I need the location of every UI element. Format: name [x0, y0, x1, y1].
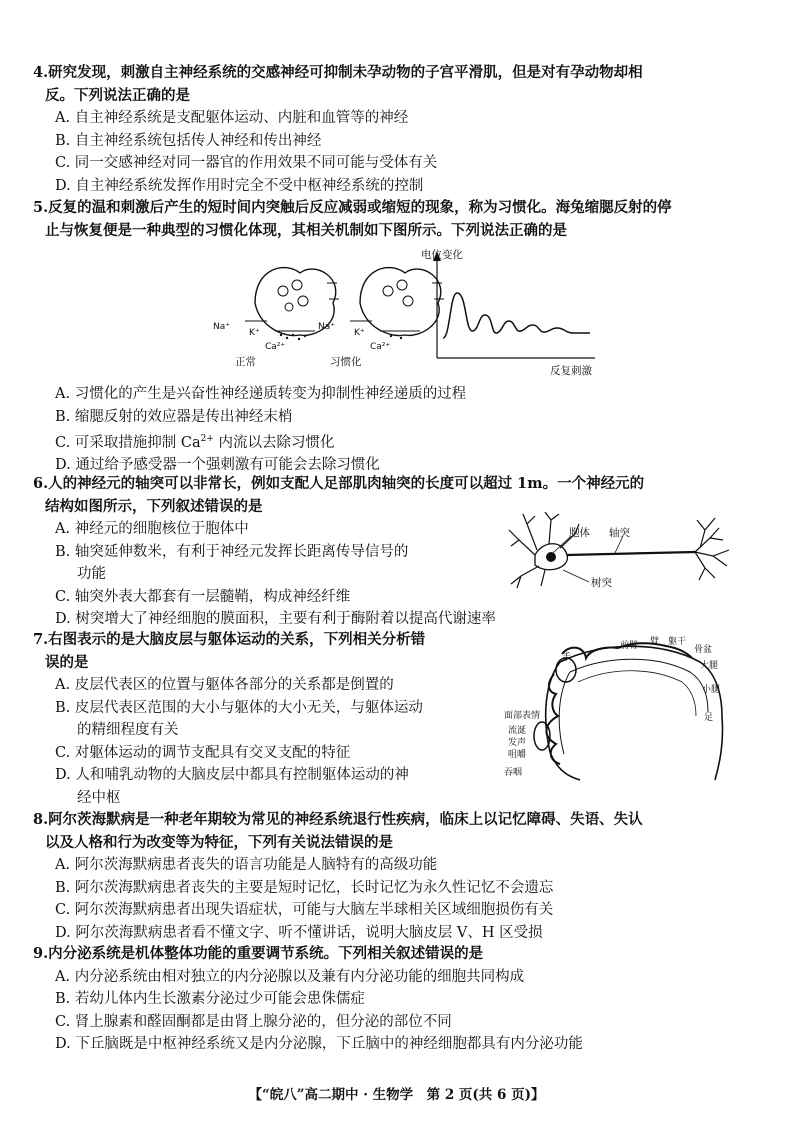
- q9-stem-line1: 9.内分泌系统是机体整体功能的重要调节系统。下列相关叙述错误的是: [33, 945, 484, 962]
- q4-stem-line2: 反。下列说法正确的是: [45, 86, 190, 104]
- q4-option-c: C. 同一交感神经对同一器官的作用效果不同可能与受体有关: [55, 155, 438, 171]
- label-normal: 正常: [235, 356, 256, 368]
- q5-option-c: [33, 428, 763, 454]
- cortex-label-forearm: 前臂: [620, 641, 639, 651]
- graph-x-label: 反复刺激: [550, 365, 592, 377]
- q6-option-a: A. 神经元的细胞核位于胞体中: [55, 521, 249, 537]
- q7-option-d-line1: D. 人和哺乳动物的大脑皮层中都具有控制躯体运动的神: [55, 767, 409, 783]
- cortex-label-face: 面部表情: [504, 711, 541, 721]
- q8-option-b: B. 阿尔茨海默病患者丧失的主要是短时记忆，长时记忆为永久性记忆不会遗忘: [55, 879, 554, 896]
- cortex-label-hand: 手: [562, 653, 572, 663]
- q9-option-a: A. 内分泌系统由相对独立的内分泌腺以及兼有内分泌功能的细胞共同构成: [55, 968, 525, 985]
- q6-option-b-line1: B. 轴突延伸数米，有利于神经元发挥长距离传导信号的: [55, 543, 409, 560]
- synapse-figure: [205, 243, 605, 378]
- question-8: [33, 809, 778, 944]
- question-9: [33, 943, 778, 1056]
- graph-y-label: 电位变化: [421, 249, 463, 261]
- q9-option-d: D. 下丘脑既是中枢神经系统又是内分泌腺，下丘脑中的神经细胞都具有内分泌功能: [55, 1036, 583, 1052]
- q7-option-d-line2: 经中枢: [77, 789, 121, 806]
- question-5-stem: [33, 197, 778, 242]
- question-7: [33, 629, 513, 809]
- q7-stem-line2: 误的是: [45, 653, 89, 671]
- q7-option-c: C. 对躯体运动的调节支配具有交叉支配的特征: [55, 744, 351, 761]
- q5-option-b: B. 缩腮反射的效应器是传出神经末梢: [55, 408, 293, 425]
- q7-option-b-line2: 的精细程度有关: [77, 722, 179, 738]
- question-5-options: [33, 383, 763, 477]
- q8-stem-line2: 以及人格和行为改变等为特征，下列有关说法错误的是: [45, 833, 393, 851]
- q7-stem-line1: 7.右图表示的是大脑皮层与躯体运动的关系，下列相关分析错: [33, 631, 426, 648]
- q5-option-d: D. 通过给予感受器一个强刺激有可能会去除习惯化: [55, 457, 380, 474]
- cortex-label-thigh: 大腿: [700, 661, 719, 671]
- cortex-label-vocalization: 发声: [508, 738, 527, 748]
- q8-option-c: C. 阿尔茨海默病患者出现失语症状，可能与大脑左半球相关区域细胞损伤有关: [55, 902, 554, 918]
- ca-ion-label: Ca²⁺: [265, 342, 286, 352]
- potential-graph: [421, 248, 595, 377]
- ca-ion-label-2: Ca²⁺: [370, 342, 391, 352]
- na-ion-label: Na⁺: [213, 322, 230, 332]
- motor-cortex-figure: [500, 632, 740, 782]
- q8-option-d: D. 阿尔茨海默病患者看不懂文字、听不懂讲话，说明大脑皮层 V、H 区受损: [55, 924, 543, 941]
- q8-option-a: A. 阿尔茨海默病患者丧失的语言功能是人脑特有的高级功能: [55, 857, 438, 873]
- k-ion-label: K⁺: [249, 328, 260, 338]
- axon-label: 轴突: [609, 527, 630, 539]
- q5-option-c-pre: C. 可采取措施抑制 Ca: [55, 434, 201, 451]
- label-habituation: 习惯化: [330, 356, 362, 368]
- cell-body-label: 胞体: [569, 527, 590, 539]
- neuron-figure: [505, 510, 745, 595]
- q4-option-a: A. 自主神经系统是支配躯体运动、内脏和血管等的神经: [55, 110, 409, 126]
- q4-option-d: D. 自主神经系统发挥作用时完全不受中枢神经系统的控制: [55, 177, 424, 194]
- synapse-normal: [213, 268, 339, 368]
- q5-stem-line1: 5.反复的温和刺激后产生的短时间内突触后反应减弱或缩短的现象，称为习惯化。海兔缩腮反射的停: [33, 199, 672, 216]
- q6-option-c: C. 轴突外表大都套有一层髓鞘，构成神经纤维: [55, 588, 351, 605]
- question-4: [33, 62, 763, 197]
- cortex-label-salivation: 流涎: [508, 726, 527, 736]
- q7-option-b-line1: B. 皮层代表区范围的大小与躯体的大小无关，与躯体运动: [55, 699, 423, 716]
- q4-option-b: B. 自主神经系统包括传人神经和传出神经: [55, 132, 322, 149]
- na-ion-label-2: Na⁺: [318, 322, 335, 332]
- q6-stem-line2: 结构如图所示，下列叙述错误的是: [45, 497, 263, 515]
- q9-option-b: B. 若幼儿体内生长激素分泌过少可能会患侏儒症: [55, 991, 365, 1007]
- cortex-label-chewing: 咀嚼: [508, 750, 527, 760]
- q7-option-a: A. 皮层代表区的位置与躯体各部分的关系都是倒置的: [55, 677, 394, 693]
- dendrite-label: 树突: [591, 577, 612, 589]
- cortex-label-foot: 足: [704, 713, 714, 723]
- q5-stem-line2: 止与恢复便是一种典型的习惯化体现，其相关机制如下图所示。下列说法正确的是: [45, 221, 567, 239]
- q9-option-c: C. 肾上腺素和醛固酮都是由肾上腺分泌的，但分泌的部位不同: [55, 1013, 452, 1030]
- k-ion-label-2: K⁺: [354, 328, 365, 338]
- q5-option-a: A. 习惯化的产生是兴奋性神经递质转变为抑制性神经递质的过程: [55, 386, 467, 402]
- cortex-label-arm: 臂: [650, 637, 660, 647]
- q6-option-b-line2: 功能: [77, 566, 106, 582]
- q5-option-c-sup: 2+: [200, 434, 214, 444]
- cortex-label-pelvis: 骨盆: [694, 645, 713, 655]
- q5-option-c-post: 内流以去除习惯化: [213, 434, 335, 451]
- q6-stem-line1: 6.人的神经元的轴突可以非常长，例如支配人足部肌肉轴突的长度可以超过 1m。一个神经元的: [33, 475, 645, 492]
- q6-option-d: D. 树突增大了神经细胞的膜面积，主要有利于酶附着以提高代谢速率: [55, 611, 496, 627]
- cortex-label-swallowing: 吞咽: [504, 768, 523, 778]
- page-footer: 【“皖八”高二期中 · 生物学 第 2 页(共 6 页)】: [248, 1087, 545, 1103]
- cortex-label-shank: 小腿: [702, 685, 721, 695]
- q8-stem-line1: 8.阿尔茨海默病是一种老年期较为常见的神经系统退行性疾病，临床上以记忆障碍、失语、失认: [33, 811, 643, 828]
- q4-stem-line1: 4.研究发现，刺激自主神经系统的交感神经可抑制未孕动物的子宫平滑肌，但是对有孕动物却相: [33, 64, 643, 81]
- cortex-label-trunk: 躯干: [668, 637, 687, 647]
